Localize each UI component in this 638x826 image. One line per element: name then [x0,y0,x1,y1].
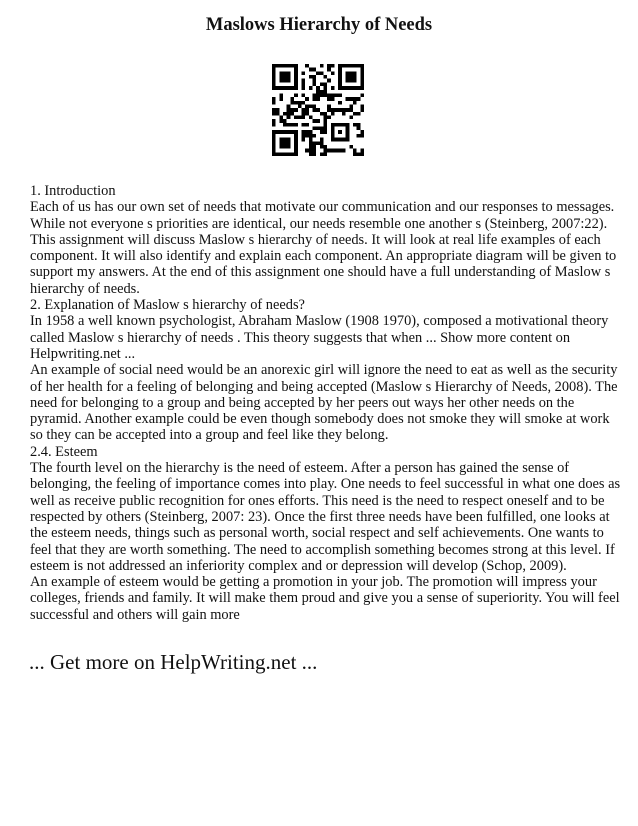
body-line: called Maslow s hierarchy of needs . This theory suggests that when ... Show more content on [30,329,571,346]
body-line: hierarchy of needs. [30,280,140,297]
body-line: In 1958 a well known psychologist, Abraham Maslow (1908 1970), composed a motivational theory [30,313,609,330]
body-line: so they can be accepted into a group and feel like they belong. [30,427,389,444]
body-line: An example of social need would be an anorexic girl will ignore the need to eat as well as the security [30,362,618,379]
body-line: An example of esteem would be getting a promotion in your job. The promotion will impress your [30,574,597,591]
body-line: The fourth level on the hierarchy is the need of esteem. After a person has gained the sense of [30,460,570,477]
document-title: Maslows Hierarchy of Needs [205,15,433,35]
body-line: need for belonging to a group and being accepted by her peers out ways her other needs on the [30,394,575,411]
body-line: the esteem needs, things such as personal worth, social respect and self achievements. One wants to [30,525,604,542]
body-line: support my answers. At the end of this assignment one should have a full understanding of Maslow s [30,264,611,281]
get-more-link[interactable]: ... Get more on HelpWriting.net ... [29,650,318,674]
body-line: successful and others will gain more [30,606,240,623]
body-line: component. It will also identify and explain each component. An appropriate diagram will be given to [30,248,617,265]
body-line: of her health for a feeling of belonging and being accepted (Maslow s Hierarchy of Needs, 2008). The [30,378,618,395]
body-line: esteem is not addressed an inferiority complex and or depression will develop (Schop, 2009). [30,557,567,574]
body-line: 2.4. Esteem [30,443,98,460]
body-line: Helpwriting.net ... [30,345,136,362]
body-line: feel that they are worth something. The need to accomplish something becomes strong at this level. If [30,541,615,558]
body-line: belonging, the feeling of importance comes into play. One needs to feel successful in what one does as [30,476,621,493]
body-line: pyramid. Another example could be even though somebody does not smoke they will smoke at work [30,411,610,428]
body-line: 2. Explanation of Maslow s hierarchy of needs? [30,297,305,314]
body-line: respected by others (Steinberg, 2007: 23). Once the first three needs have been fulfilled, one looks at [30,508,610,525]
body-line: While not everyone s priorities are identical, our needs resemble one another s (Steinberg, 2007:22). [30,215,608,232]
body-line: 1. Introduction [30,183,116,199]
body-line: colleges, friends and family. It will make them proud and give you a sense of superiority. You will feel [30,590,620,607]
body-line: Each of us has our own set of needs that motivate our communication and our responses to messages. [30,199,615,216]
qr-code-icon [272,64,364,156]
document-body [30,183,621,623]
body-line: This assignment will discuss Maslow s hierarchy of needs. It will look at real life examples of each [30,231,601,248]
body-line: well as receive public recognition for ones efforts. This need is the need to respect oneself and to be [30,492,605,509]
